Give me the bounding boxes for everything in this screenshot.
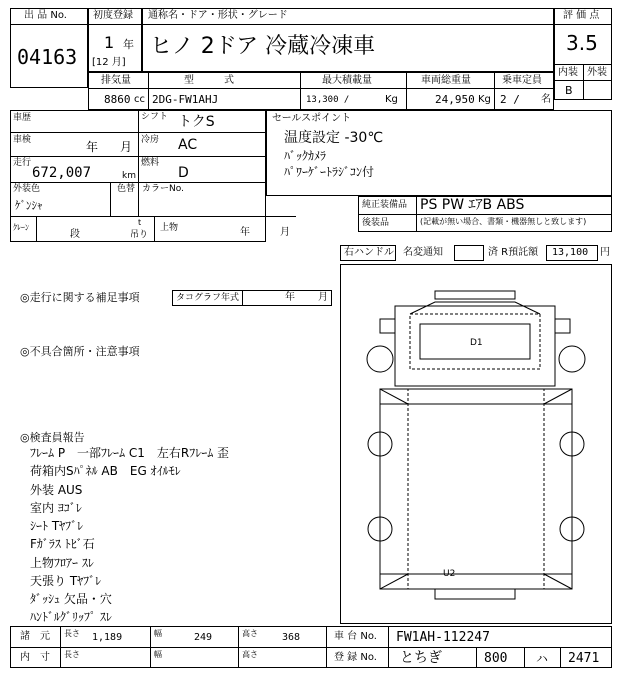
recycle-unit: 円 [600, 247, 610, 258]
height-value: 368 [282, 632, 301, 643]
upper-body-year: 年 [240, 227, 250, 238]
lot-number: 04163 [17, 45, 78, 69]
inspector-report-line: 荷箱内Sﾊﾟﾈﾙ AB EG ｵｲﾙﾓﾚ [30, 464, 181, 478]
max-load-label: 最大積載量 [322, 75, 372, 86]
tachograph-month: 月 [318, 292, 328, 303]
displacement-unit: cc [134, 94, 145, 105]
upper-body-label: 上物 [160, 223, 179, 233]
inspector-report-line: 天張り Tﾔﾌﾞﾚ [30, 574, 102, 588]
model-label: 型 式 [184, 75, 234, 86]
mileage-unit: km [122, 171, 136, 181]
height-label: 高さ [242, 629, 258, 638]
exterior-grade-label: 外装 [587, 67, 607, 78]
inspector-report-label: ◎検査員報告 [20, 431, 85, 444]
inspector-report-line: ﾊﾝﾄﾞﾙｸﾞﾘｯﾌﾟ ｽﾚ [30, 610, 112, 624]
capacity: 2 / [500, 93, 520, 106]
crane-hanging: 吊り [130, 230, 149, 240]
recycle-amount: 13,100 [552, 247, 589, 258]
tachograph-label: タコグラフ年式 [176, 293, 240, 303]
mileage-label: 走行 [13, 158, 32, 168]
shift-label: シフト [141, 112, 169, 122]
tachograph-year: 年 [285, 292, 295, 303]
color-change-label: 色替 [117, 184, 136, 194]
capacity-label: 乗車定員 [502, 75, 542, 86]
name-change-box [454, 245, 484, 261]
vehicle-name: ヒノ 2ドア 冷蔵冷凍車 [150, 34, 376, 59]
inner-height-label: 高さ [242, 650, 258, 659]
fuel-label: 燃料 [141, 158, 160, 168]
crane-stage: 段 [70, 229, 80, 240]
chassis-number: FW1AH-112247 [396, 630, 490, 645]
damage-marker-d1: D1 [470, 338, 483, 348]
length-label: 長さ [64, 629, 80, 638]
aftermarket-note: (記載が無い場合、書類・機器無しと致します) [420, 217, 587, 226]
sales-point-line: 温度設定 -30℃ [284, 130, 384, 146]
fuel-value: D [178, 165, 189, 181]
registration-number-label: 登 録 No. [334, 652, 377, 663]
max-load: 13,300 / [306, 95, 350, 105]
inner-dimensions-label: 内 寸 [20, 652, 50, 663]
plate-number: 2471 [568, 651, 600, 666]
registration-month: [12 月] [92, 57, 126, 68]
genuine-equipment: PS PW ｴｱB ABS [420, 197, 525, 213]
inspector-report-line: Fｶﾞﾗｽ ﾄﾋﾞ石 [30, 537, 95, 551]
interior-grade-label: 内装 [558, 67, 578, 78]
name-change-label: 名変通知 [403, 247, 443, 258]
inner-length-label: 長さ [64, 650, 80, 659]
upper-body-month: 月 [280, 227, 290, 238]
crane-label: ｸﾚｰﾝ [13, 223, 29, 232]
score-label: 評 価 点 [563, 10, 600, 21]
recycle-label: 済 R預託額 [488, 247, 539, 258]
plate-region: とちぎ [400, 650, 442, 666]
ac-label: 冷房 [141, 135, 160, 145]
inspector-report-line: 室内 ﾖｺﾞﾚ [30, 501, 82, 515]
crane-ton-mark: t [138, 218, 142, 227]
inspection-year: 年 [86, 140, 99, 154]
gross-weight-label: 車両総重量 [421, 75, 471, 86]
lot-number-label: 出 品 No. [24, 10, 67, 21]
inner-width-label: 幅 [154, 650, 162, 659]
exterior-color-label: 外装色 [13, 184, 41, 194]
gross-weight: 24,950 [435, 93, 475, 106]
registration-label: 初度登録 [93, 10, 133, 21]
inspector-report-line: ｼｰﾄ Tﾔﾌﾞﾚ [30, 519, 84, 533]
exterior-color: ｹﾞﾝｼｬ [15, 199, 43, 212]
overall-score: 3.5 [566, 31, 598, 55]
rhd-label: 右ハンドル [344, 247, 394, 258]
registration-year-unit: 年 [123, 38, 134, 51]
sales-point-line: ﾊﾟﾜｰｹﾞｰﾄﾗｼﾞｺﾝ付 [284, 165, 375, 179]
displacement: 8860 [104, 93, 131, 106]
interior-grade: B [565, 84, 573, 97]
width-value: 249 [194, 632, 213, 643]
damage-marker-u2: U2 [443, 569, 456, 579]
vehicle-name-label: 通称名・ドア・形状・グレード [148, 10, 288, 21]
mileage: 672,007 [32, 165, 92, 181]
max-load-unit: Kg [385, 94, 398, 105]
genuine-equipment-label: 純正装備品 [362, 200, 408, 210]
defects-label: ◎不具合箇所・注意事項 [20, 345, 140, 358]
history-label: 車歴 [13, 113, 32, 123]
aftermarket-label: 後装品 [362, 218, 390, 228]
inspector-report-line: ﾀﾞｯｼｭ 欠品・穴 [30, 592, 112, 606]
inspector-report-line: 上物ﾌﾛｱｰ ｽﾚ [30, 556, 94, 570]
inspection-label: 車検 [13, 135, 32, 145]
inspector-report-line: 外装 AUS [30, 483, 83, 497]
length-value: 1,189 [92, 632, 123, 643]
inspection-month: 月 [120, 140, 133, 154]
plate-class: 800 [484, 651, 508, 666]
registration-year: 1 [104, 33, 115, 52]
ac-value: AC [178, 137, 198, 153]
chassis-number-label: 車 台 No. [334, 631, 377, 642]
displacement-label: 排気量 [101, 75, 131, 86]
plate-kana: ハ [536, 652, 549, 666]
model-code: 2DG-FW1AHJ [152, 93, 219, 106]
driving-notes-label: ◎走行に関する補足事項 [20, 291, 140, 304]
color-number-label: カラーNo. [142, 184, 184, 194]
truck-outline-diagram [340, 264, 612, 624]
shift-value: トクS [178, 114, 215, 130]
gross-weight-unit: Kg [478, 94, 491, 105]
inspector-report-line: ﾌﾚｰﾑ P 一部ﾌﾚｰﾑ C1 左右Rﾌﾚｰﾑ 歪 [30, 446, 230, 460]
sales-point-line: ﾊﾞｯｸｶﾒﾗ [284, 149, 327, 163]
capacity-unit: 名 [541, 94, 551, 105]
width-label: 幅 [154, 629, 162, 638]
spec-label: 諸 元 [20, 631, 50, 642]
sales-points-label: セールスポイント [272, 113, 352, 124]
